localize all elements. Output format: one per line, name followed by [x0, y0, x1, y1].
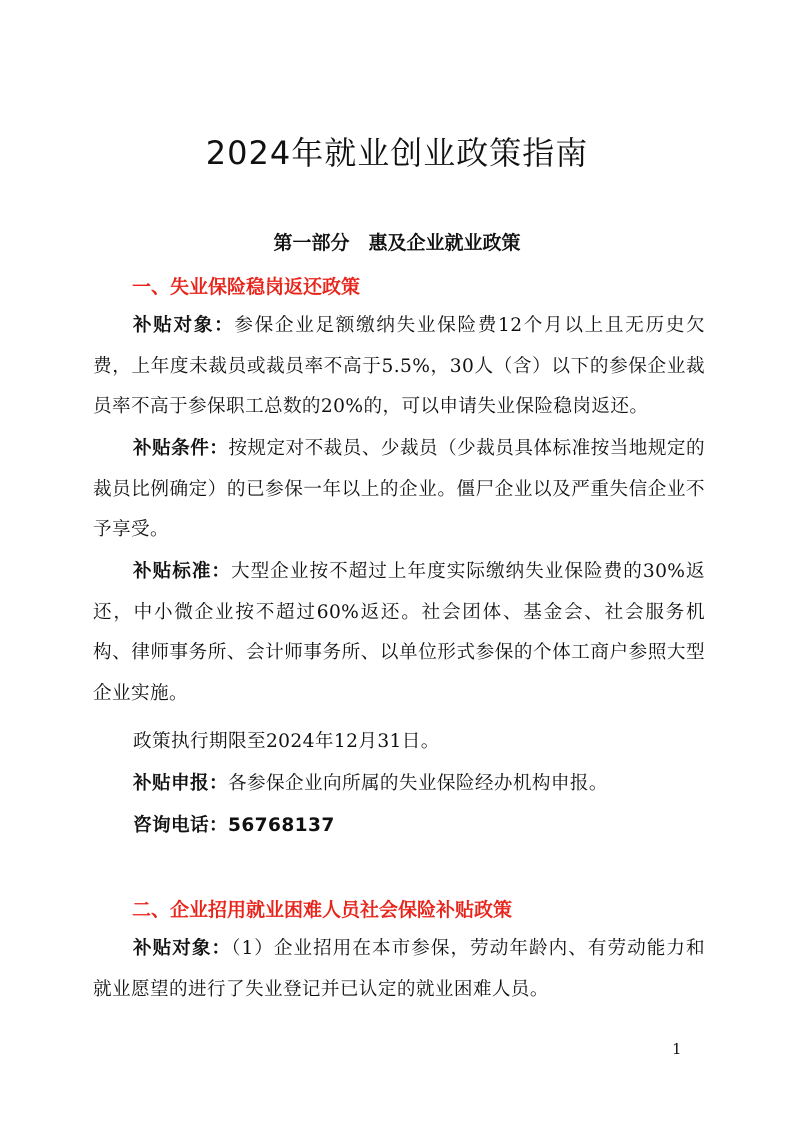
- paragraph-text: 按规定对不裁员、少裁员（少裁员具体标准按当地规定的裁员比例确定）的已参保一年以上的企业。僵尸企业以及严重失信企业不予享受。: [93, 438, 705, 540]
- paragraph-text: 各参保企业向所属的失业保险经办机构申报。: [227, 773, 608, 794]
- paragraph-label: 补贴对象：: [133, 938, 232, 959]
- paragraph-text: 政策执行期限至2024年12月31日。: [133, 731, 440, 752]
- paragraph-text: 大型企业按不超过上年度实际缴纳失业保险费的30%返还，中小微企业按不超过60%返还。社会团体、基金会、社会服务机构、律师事务所、会计师事务所、以单位形式参保的个体工商户参照大型企业实施。: [93, 561, 705, 704]
- part-heading: 第一部分 惠及企业就业政策: [273, 232, 521, 254]
- paragraph-subsidy-conditions: [93, 429, 705, 551]
- phone-number: 56768137: [227, 815, 335, 836]
- paragraph-label: 补贴申报：: [133, 773, 228, 794]
- paragraph-label: 补贴对象：: [133, 315, 235, 336]
- paragraph-subsidy-standard: [93, 552, 705, 714]
- section-heading-2: 二、企业招用就业困难人员社会保险补贴政策: [132, 899, 513, 921]
- page-number: 1: [672, 1040, 682, 1058]
- paragraph-subsidy-target: [93, 306, 705, 428]
- paragraph-text: 参保企业足额缴纳失业保险费12个月以上且无历史欠费，上年度未裁员或裁员率不高于5.5%，30人（含）以下的参保企业裁员率不高于参保职工总数的20%的，可以申请失业保险稳岗返还。: [93, 315, 705, 417]
- paragraph-text: （1）企业招用在本市参保，劳动年龄内、有劳动能力和就业愿望的进行了失业登记并已认定的就业困难人员。: [93, 938, 705, 1000]
- paragraph-policy-period: [93, 722, 705, 763]
- paragraph-subsidy-target-2: [93, 929, 705, 1010]
- paragraph-label: 补贴条件：: [133, 438, 229, 459]
- paragraph-subsidy-application: [93, 764, 705, 805]
- paragraph-contact-phone: [93, 806, 705, 847]
- section-heading-1: 一、失业保险稳岗返还政策: [132, 276, 361, 298]
- paragraph-label: 咨询电话：: [133, 815, 228, 836]
- paragraph-label: 补贴标准：: [133, 561, 232, 582]
- document-title: 2024年就业创业政策指南: [205, 134, 589, 172]
